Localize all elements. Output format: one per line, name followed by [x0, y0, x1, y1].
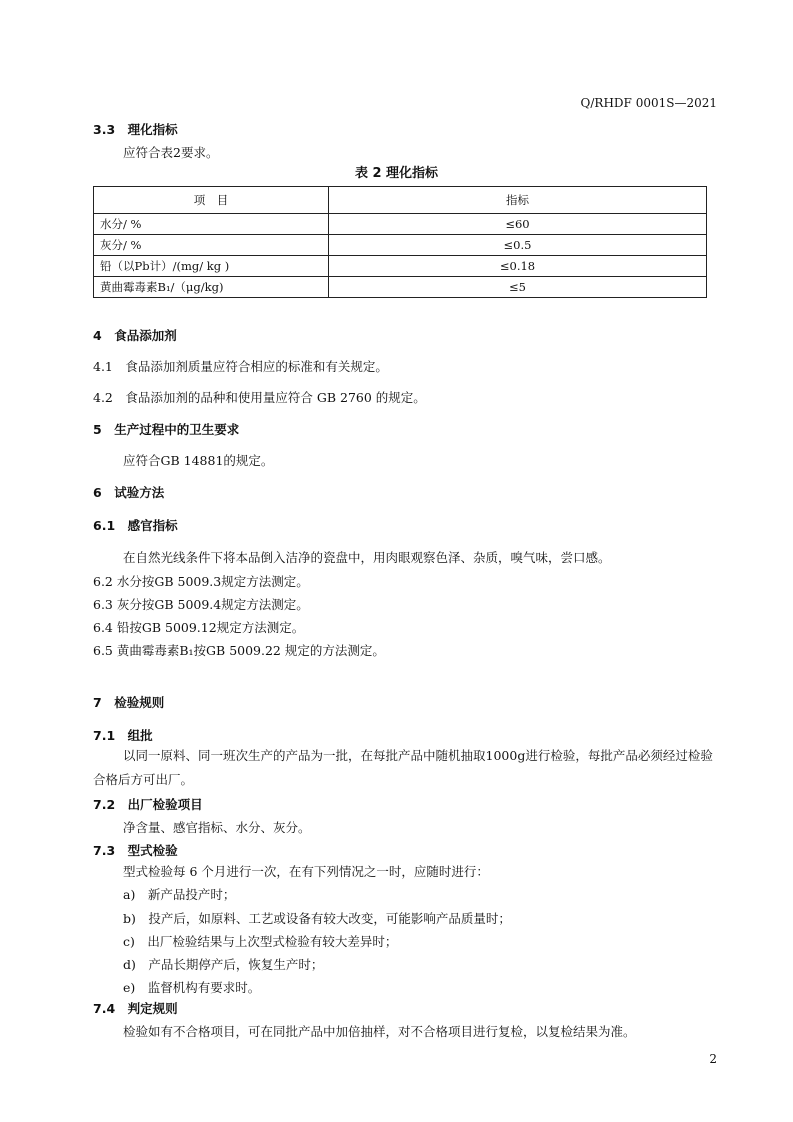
section-number: 7.4 — [93, 1001, 116, 1016]
section-number: 7.1 — [93, 728, 116, 743]
table-row — [94, 277, 707, 298]
table-cell-value: ≤0.5 — [329, 235, 707, 256]
table-row — [94, 235, 707, 256]
list-item: d) 产品长期停产后，恢复生产时； — [123, 957, 324, 972]
section-7-2-heading — [93, 795, 203, 813]
section-title: 检验规则 — [114, 695, 165, 710]
table-cell-value: ≤60 — [329, 214, 707, 235]
list-item: a) 新产品投产时； — [123, 887, 236, 902]
section-number: 6 — [93, 485, 102, 500]
section-number: 5 — [93, 422, 102, 437]
section-7-4-body: 检验如有不合格项目，可在同批产品中加倍抽样，对不合格项目进行复检，以复检结果为准。 — [123, 1024, 636, 1039]
section-title: 生产过程中的卫生要求 — [114, 422, 240, 437]
section-number: 7 — [93, 695, 102, 710]
clause-6-4: 6.4 铅按GB 5009.12规定方法测定。 — [93, 620, 305, 635]
table-cell-value: ≤5 — [329, 277, 707, 298]
section-7-1-heading — [93, 726, 153, 744]
list-item: c) 出厂检验结果与上次型式检验有较大差异时； — [123, 934, 398, 949]
table-cell-value: ≤0.18 — [329, 256, 707, 277]
section-title: 理化指标 — [127, 122, 178, 137]
section-7-3-heading — [93, 841, 178, 859]
section-7-4-heading — [93, 999, 178, 1017]
table-header-item: 项 目 — [94, 187, 329, 214]
section-number: 7.3 — [93, 843, 116, 858]
clause-6-3: 6.3 灰分按GB 5009.4规定方法测定。 — [93, 597, 309, 612]
section-7-heading — [93, 693, 164, 711]
section-title: 食品添加剂 — [114, 328, 177, 343]
section-3-3-body: 应符合表2要求。 — [123, 145, 219, 160]
list-item: e) 监督机构有要求时。 — [123, 980, 261, 995]
clause-6-5: 6.5 黄曲霉毒素B₁按GB 5009.22 规定的方法测定。 — [93, 643, 385, 658]
list-item: b) 投产后，如原料、工艺或设备有较大改变，可能影响产品质量时； — [123, 911, 511, 926]
table-header-row — [94, 187, 707, 214]
table-header-value: 指标 — [329, 187, 707, 214]
table-row — [94, 214, 707, 235]
section-title: 出厂检验项目 — [127, 797, 203, 812]
table-row — [94, 256, 707, 277]
section-7-2-body: 净含量、感官指标、水分、灰分。 — [123, 820, 311, 835]
section-title: 型式检验 — [127, 843, 178, 858]
table-cell-item: 水分/ % — [94, 214, 329, 235]
section-6-1-body: 在自然光线条件下将本品倒入洁净的瓷盘中，用肉眼观察色泽、杂质，嗅气味，尝口感。 — [123, 550, 611, 565]
section-number: 4 — [93, 328, 102, 343]
section-7-3-body: 型式检验每 6 个月进行一次，在有下列情况之一时，应随时进行： — [123, 864, 489, 879]
spec-table — [93, 186, 707, 298]
section-5-heading — [93, 420, 239, 438]
clause-4-1: 4.1 食品添加剂质量应符合相应的标准和有关规定。 — [93, 359, 388, 374]
section-6-1-heading — [93, 516, 178, 534]
section-title: 试验方法 — [114, 485, 165, 500]
section-3-3-heading — [93, 120, 178, 138]
table-cell-item: 黄曲霉毒素B₁/（μg/kg) — [94, 277, 329, 298]
table-cell-item: 灰分/ % — [94, 235, 329, 256]
section-7-1-body: 以同一原料、同一班次生产的产品为一批，在每批产品中随机抽取1000g进行检验，每批产品必须经过检验合格后方可出厂。 — [93, 748, 713, 787]
page-number: 2 — [709, 1052, 717, 1066]
table-cell-item: 铅（以Pb计）/(mg/ kg ) — [94, 256, 329, 277]
table-caption: 表 2 理化指标 — [354, 166, 439, 181]
section-title: 判定规则 — [127, 1001, 178, 1016]
section-5-body: 应符合GB 14881的规定。 — [123, 453, 274, 468]
section-number: 6.1 — [93, 518, 116, 533]
document-code: Q/RHDF 0001S—2021 — [580, 96, 717, 110]
section-number: 3.3 — [93, 122, 116, 137]
section-title: 组批 — [127, 728, 153, 743]
section-title: 感官指标 — [127, 518, 178, 533]
section-6-heading — [93, 483, 164, 501]
clause-6-2: 6.2 水分按GB 5009.3规定方法测定。 — [93, 574, 309, 589]
clause-4-2: 4.2 食品添加剂的品种和使用量应符合 GB 2760 的规定。 — [93, 390, 426, 405]
section-number: 7.2 — [93, 797, 116, 812]
section-4-heading — [93, 326, 177, 344]
